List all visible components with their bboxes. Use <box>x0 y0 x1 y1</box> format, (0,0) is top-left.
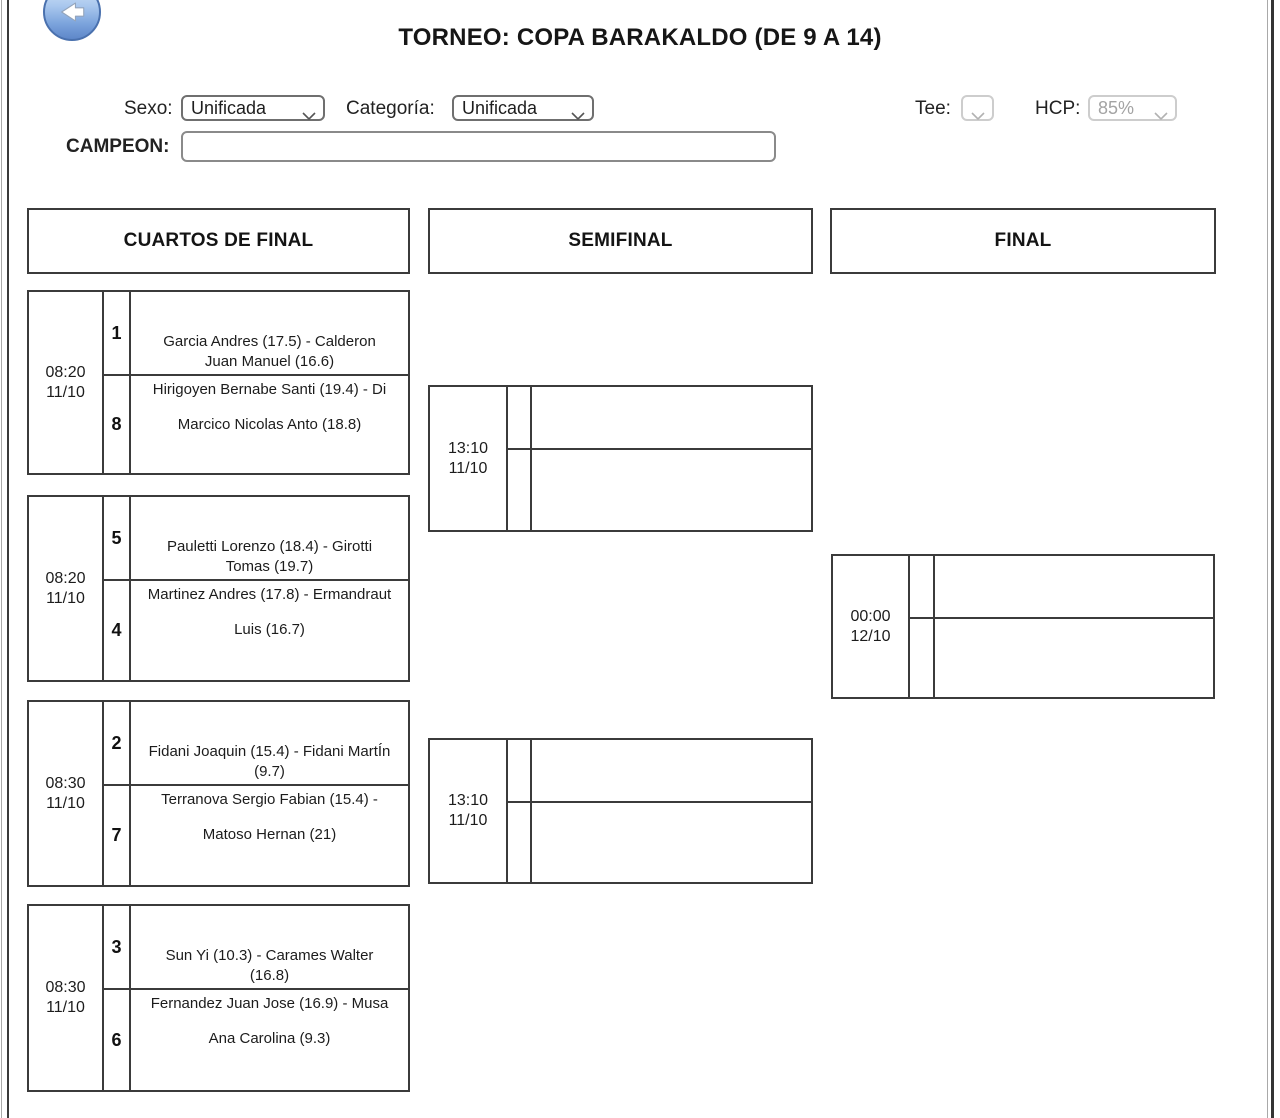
match-date: 11/10 <box>46 999 85 1016</box>
seed-column <box>508 387 532 530</box>
top-player <box>131 497 408 581</box>
chevron-down-icon <box>1154 104 1168 125</box>
player-name-line: Terranova Sergio Fabian (15.4) - <box>161 791 378 808</box>
top-player <box>131 702 408 786</box>
top-seed <box>508 387 530 450</box>
seed-column <box>104 292 131 473</box>
match-schedule <box>29 906 104 1090</box>
top-player <box>532 740 811 803</box>
match-date: 11/10 <box>46 794 85 812</box>
bottom-seed <box>508 450 530 530</box>
match-time: 08:30 <box>45 774 86 792</box>
match-time: 08:30 <box>45 979 86 996</box>
player-name-line: Pauletti Lorenzo (18.4) - Girotti <box>166 538 373 555</box>
players-column <box>131 292 408 473</box>
match-time: 13:10 <box>447 439 489 457</box>
final-match <box>831 554 1215 699</box>
hcp-select[interactable] <box>1088 95 1177 121</box>
sexo-selected-value: Unificada <box>191 97 267 118</box>
semifinal-match-2 <box>428 738 813 884</box>
seed-column <box>104 497 131 680</box>
quarterfinal-match-4 <box>27 904 410 1092</box>
player-name-line: (9.7) <box>254 763 285 780</box>
player-name-line: Marcico Nicolas Anto (18.8) <box>177 416 362 433</box>
frame-line-right-outer <box>1267 0 1268 1118</box>
player-name-line: Ana Carolina (9.3) <box>208 1030 331 1047</box>
frame-line-left-outer <box>1 0 2 1118</box>
match-schedule <box>430 740 508 882</box>
categoria-label: Categoría: <box>346 98 435 119</box>
quarterfinal-match-3 <box>27 700 410 887</box>
bottom-seed: 8 <box>111 414 122 434</box>
top-player <box>131 906 408 990</box>
semifinal-match-1 <box>428 385 813 532</box>
top-seed: 2 <box>104 702 129 786</box>
top-seed: 5 <box>104 497 129 581</box>
round-header-semifinal <box>428 208 813 274</box>
bottom-player <box>532 450 811 530</box>
chevron-down-icon <box>571 104 585 125</box>
bottom-seed <box>508 803 530 882</box>
round-header-final <box>830 208 1216 274</box>
bottom-player <box>935 619 1213 697</box>
categoria-select[interactable] <box>452 95 594 121</box>
top-seed <box>910 556 933 619</box>
players-column <box>131 906 408 1090</box>
player-name-line: Fidani Joaquin (15.4) - Fidani MartÍn <box>148 743 391 760</box>
players-column <box>935 556 1213 697</box>
frame-line-left-inner <box>7 0 9 1118</box>
hcp-label: HCP: <box>1035 98 1081 119</box>
sexo-label: Sexo: <box>124 98 173 119</box>
player-name-line: Hirigoyen Bernabe Santi (19.4) - Di <box>152 381 387 398</box>
bottom-player <box>532 803 811 882</box>
match-date: 12/10 <box>850 627 891 645</box>
top-seed <box>508 740 530 803</box>
top-player <box>532 387 811 450</box>
quarterfinal-match-1 <box>27 290 410 475</box>
round-header-cuartos <box>27 208 410 274</box>
player-name-line: Juan Manuel (16.6) <box>204 353 335 370</box>
sexo-select[interactable] <box>181 95 325 121</box>
players-column <box>131 702 408 885</box>
bottom-player <box>131 376 408 473</box>
bottom-seed: 4 <box>111 620 122 640</box>
tee-label: Tee: <box>915 98 951 119</box>
players-column <box>131 497 408 680</box>
match-schedule <box>29 292 104 473</box>
bottom-player <box>131 786 408 885</box>
player-name-line: Luis (16.7) <box>234 621 305 638</box>
chevron-down-icon <box>302 104 316 125</box>
seed-column <box>508 740 532 882</box>
match-time: 08:20 <box>45 363 86 381</box>
match-date: 11/10 <box>46 383 85 401</box>
match-schedule <box>833 556 910 697</box>
match-date: 11/10 <box>46 589 85 607</box>
round-header-label: FINAL <box>994 230 1052 251</box>
match-date: 11/10 <box>448 812 488 829</box>
player-name-line: Sun Yi (10.3) - Carames Walter <box>165 947 374 964</box>
player-name-line: Martinez Andres (17.8) - Ermandraut <box>147 586 392 603</box>
player-name-line: Fernandez Juan Jose (16.9) - Musa <box>150 995 389 1012</box>
bottom-player <box>131 990 408 1090</box>
top-seed: 1 <box>104 292 129 376</box>
hcp-selected-value: 85% <box>1098 97 1135 118</box>
page-title: TORNEO: COPA BARAKALDO (DE 9 A 14) <box>398 24 882 51</box>
top-player <box>131 292 408 376</box>
categoria-selected-value: Unificada <box>462 97 538 118</box>
quarterfinal-match-2 <box>27 495 410 682</box>
match-schedule <box>29 497 104 680</box>
player-name-line: (16.8) <box>249 967 290 984</box>
players-column <box>532 387 811 530</box>
bottom-seed: 6 <box>111 1029 122 1050</box>
match-time: 00:00 <box>850 607 891 625</box>
match-schedule <box>29 702 104 885</box>
player-name-line: Tomas (19.7) <box>225 558 314 575</box>
campeon-label: CAMPEON: <box>66 136 170 157</box>
round-header-label: CUARTOS DE FINAL <box>123 230 314 251</box>
seed-column <box>104 702 131 885</box>
top-seed: 3 <box>104 906 129 990</box>
round-header-label: SEMIFINAL <box>568 230 673 251</box>
players-column <box>532 740 811 882</box>
player-name-line: Matoso Hernan (21) <box>202 826 337 843</box>
match-schedule <box>430 387 508 530</box>
chevron-down-icon <box>971 104 985 125</box>
bottom-seed: 7 <box>111 825 122 845</box>
seed-column <box>104 906 131 1090</box>
campeon-input[interactable] <box>181 131 776 162</box>
player-name-line: Garcia Andres (17.5) - Calderon <box>163 333 376 350</box>
frame-line-right-inner <box>1271 0 1274 1118</box>
match-date: 11/10 <box>448 459 488 477</box>
match-time: 13:10 <box>447 792 489 809</box>
seed-column <box>910 556 935 697</box>
bottom-seed <box>910 619 933 697</box>
top-player <box>935 556 1213 619</box>
bottom-player <box>131 581 408 680</box>
tee-select[interactable] <box>961 95 994 121</box>
match-time: 08:20 <box>45 569 86 587</box>
